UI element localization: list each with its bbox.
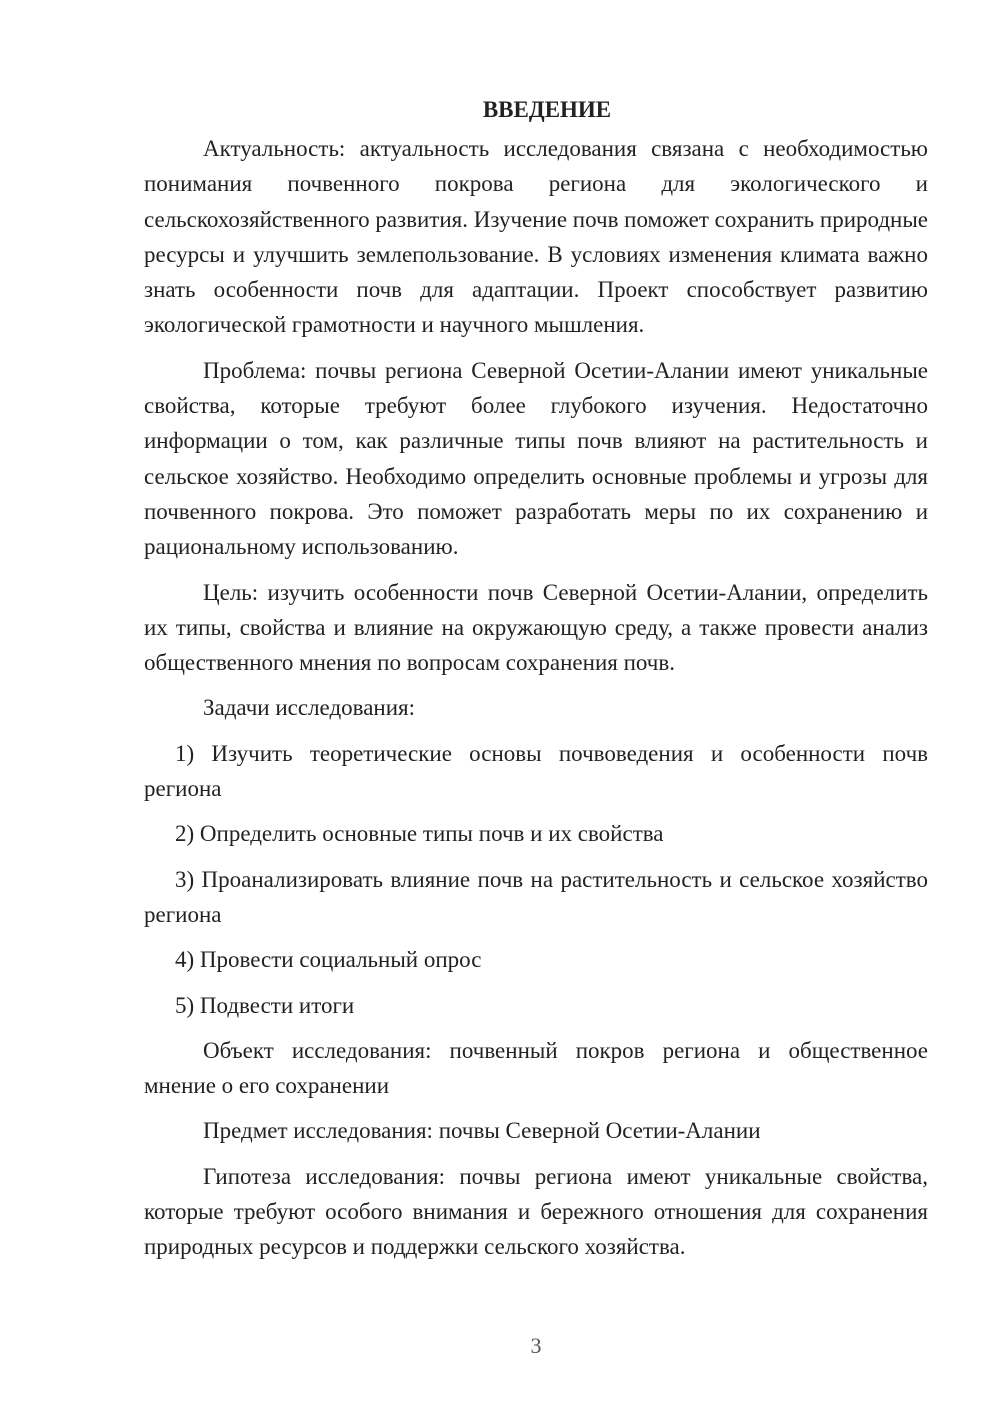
relevance-paragraph: Актуальность: актуальность исследования связана с необходимостью понимания почвенного покрова региона для экологического и сельскохозяйственного развития. Изучение почв поможет сохранить природные ресурсы и улучшить землепользование. В условиях изменения климата важно знать особенности почв для адаптации. Проект способствует развитию экологической грамотности и научного мышления. — [144, 136, 929, 338]
document-page — [144, 92, 928, 1275]
goal-paragraph: Цель: изучить особенности почв Северной Осетии-Алании, определить их типы, свойства и влияние на окружающую среду, а также провести анализ общественного мнения по вопросам сохранения почв. — [144, 579, 928, 676]
list-item: 4) Провести социальный опрос — [175, 947, 482, 973]
tasks-list — [144, 736, 928, 1023]
hypothesis-paragraph: Гипотеза исследования: почвы региона имеют уникальные свойства, которые требуют особого внимания и бережного отношения для сохранения природных ресурсов и поддержки сельского хозяйства. — [144, 1163, 928, 1260]
subject-paragraph: Предмет исследования: почвы Северной Осетии-Алании — [203, 1118, 761, 1144]
list-item: 2) Определить основные типы почв и их свойства — [175, 821, 664, 847]
list-item: 3) Проанализировать влияние почв на растительность и сельское хозяйство региона — [144, 866, 928, 927]
list-item: 5) Подвести итоги — [175, 992, 355, 1018]
page-number: 3 — [530, 1333, 542, 1358]
object-paragraph: Объект исследования: почвенный покров региона и общественное мнение о его сохранении — [144, 1037, 928, 1099]
tasks-heading: Задачи исследования: — [203, 695, 416, 721]
problem-paragraph: Проблема: почвы региона Северной Осетии-Алании имеют уникальные свойства, которые требуют более глубокого изучения. Недостаточно информации о том, как различные типы почв влияют на растительность и сельское хозяйство. Необходимо определить основные проблемы и угрозы для почвенного покрова. Это поможет разработать меры по их сохранению и рациональному использованию. — [144, 357, 928, 560]
list-item: 1) Изучить теоретические основы почвоведения и особенности почв региона — [144, 740, 928, 802]
section-title: ВВЕДЕНИЕ — [482, 97, 612, 122]
